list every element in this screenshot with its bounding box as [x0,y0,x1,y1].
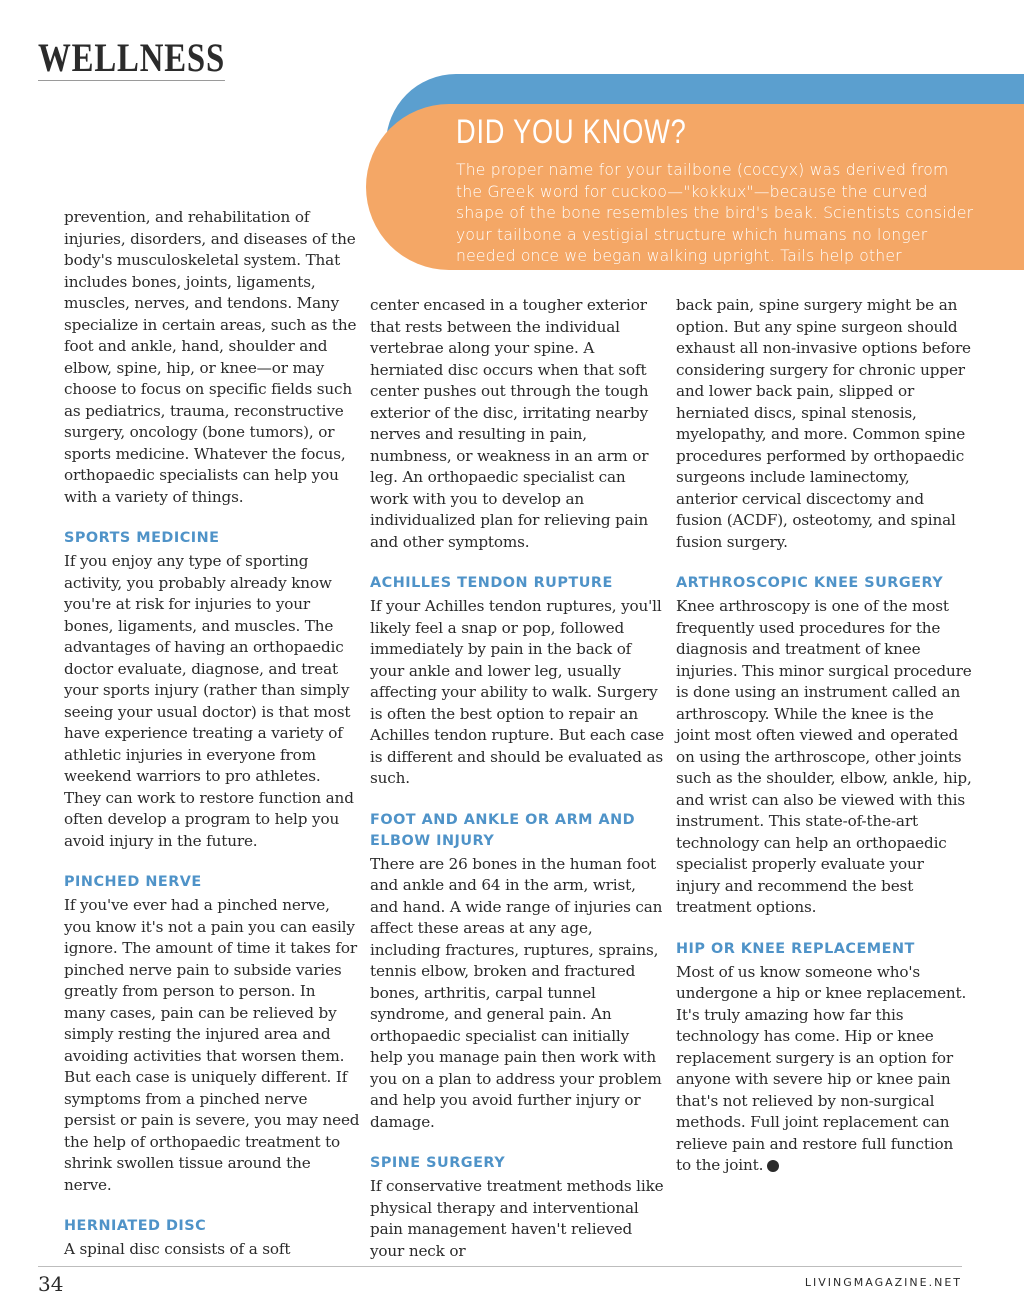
callout-heading: DID YOU KNOW? [456,113,687,151]
pinched-nerve-heading: PINCHED NERVE [64,874,202,890]
footer-rule [38,1266,962,1267]
footer-site-url: LIVINGMAGAZINE.NET [804,1276,962,1289]
herniated-disc-heading: HERNIATED DISC [64,1218,207,1234]
knee-surgery-paragraph: Knee arthroscopy is one of the most frequently used procedures for the diagnosis and treatment of knee injuries. This minor surgical procedure is done using an instrument called an arthroscopy. While the knee is the joint most often viewed and operated on using the arthroscope, other joints such as the shoulder, elbow, ankle, hip, and wrist can also be viewed with this instrument. This state-of-the-art technology can help an orthopaedic specialist properly evaluate your injury and recommend the best treatment options. [676,597,972,916]
hip-knee-replacement-text: Most of us know someone who's undergone a hip or knee replacement. It's truly amazing how far this technology has come. Hip or knee replacement surgery is an option for anyone with severe hip or knee pain that's not relieved by non-surgical methods. Full joint replacement can relieve pain and restore full function to the joint. [676,962,967,1174]
page-number: 34 [38,1272,64,1296]
foot-ankle-heading: FOOT AND ANKLE OR ARM AND ELBOW INJURY [370,811,636,849]
article-column-3 [676,295,972,1177]
article-column-2 [370,295,666,1262]
achilles-paragraph: If your Achilles tendon ruptures, you'll likely feel a snap or pop, followed immediately by pain in the back of your ankle and lower leg, usually affecting your ability to walk. Surgery is often the best option to repair an Achilles tendon rupture. But each case is different and should be evaluated as such. [370,597,665,787]
section-title: WELLNESS [38,35,226,80]
sports-medicine-heading: SPORTS MEDICINE [64,530,220,546]
end-mark-icon [767,1160,779,1172]
callout-text: The proper name for your tailbone (coccyx) was derived from the Greek word for cuckoo—"kokkux"—because the curved shape of the bone resembles the bird's beak. Scientists consider your tailbone a vestigial structure which humans no longer needed once we began walking upright. Tails help other mammals balance. [456,161,974,287]
herniated-disc-paragraph: A spinal disc consists of a soft [64,1240,291,1258]
spine-surgery-heading: SPINE SURGERY [370,1155,506,1171]
intro-paragraph: prevention, and rehabilitation of injuries, disorders, and diseases of the body's musculoskeletal system. That includes bones, joints, ligaments, muscles, nerves, and tendons. Many specialize in certain areas, such as the foot and ankle, hand, shoulder and elbow, spine, hip, or knee—or may choose to focus on specific fields such as pediatrics, trauma, reconstructive surgery, oncology (bone tumors), or sports medicine. Whatever the focus, orthopaedic specialists can help you with a variety of things. [64,208,357,506]
spine-surgery-paragraph: If conservative treatment methods like physical therapy and interventional pain management haven't relieved your neck or [370,1177,664,1260]
hip-knee-replacement-heading: HIP OR KNEE REPLACEMENT [676,940,915,957]
achilles-heading: ACHILLES TENDON RUPTURE [370,575,613,591]
pinched-nerve-paragraph: If you've ever had a pinched nerve, you know it's not a pain you can easily ignore. The amount of time it takes for pinched nerve pain to subside varies greatly from person to person. In many cases, pain can be relieved by simply resting the injured area and avoiding activities that worsen them. But each case is uniquely different. If symptoms from a pinched nerve persist or pain is severe, you may need the help of orthopaedic treatment to shrink swollen tissue around the nerve. [64,896,360,1194]
article-column-1 [64,207,360,1261]
herniated-disc-continued: center encased in a tougher exterior that rests between the individual vertebrae along your spine. A herniated disc occurs when that soft center pushes out through the tough exterior of the disc, irritating nearby nerves and resulting in pain, numbness, or weakness in an arm or leg. An orthopaedic specialist can work with you to develop an individualized plan for relieving pain and other symptoms. [370,296,649,551]
spine-surgery-continued: back pain, spine surgery might be an option. But any spine surgeon should exhaust all non-invasive options before considering surgery for chronic upper and lower back pain, slipped or herniated discs, spinal stenosis, myelopathy, and more. Common spine procedures performed by orthopaedic surgeons include laminectomy, anterior cervical discectomy and fusion (ACDF), osteotomy, and spinal fusion surgery. [676,296,971,551]
sports-medicine-paragraph: If you enjoy any type of sporting activity, you probably already know you're at risk for injuries to your bones, ligaments, and muscles. The advantages of having an orthopaedic doctor evaluate, diagnose, and treat your sports injury (rather than simply seeing your usual doctor) is that most have experience treating a variety of athletic injuries in everyone from weekend warriors to pro athletes. They can work to restore function and often develop a program to help you avoid injury in the future. [64,552,354,850]
knee-surgery-heading: ARTHROSCOPIC KNEE SURGERY [676,575,944,591]
foot-ankle-paragraph: There are 26 bones in the human foot and ankle and 64 in the arm, wrist, and hand. A wide range of injuries can affect these areas at any age, including fractures, ruptures, sprains, tennis elbow, broken and fractured bones, arthritis, carpal tunnel syndrome, and general pain. An orthopaedic specialist can initially help you manage pain then work with you on a plan to address your problem and help you avoid further injury or damage. [370,854,663,1131]
hip-knee-replacement-paragraph [676,962,972,1177]
